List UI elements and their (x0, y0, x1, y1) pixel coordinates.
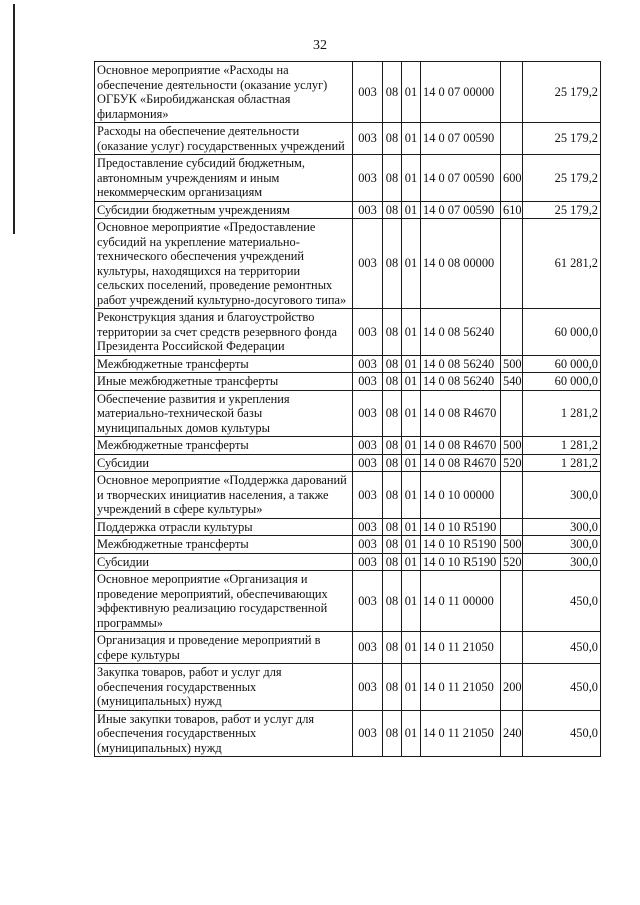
table-row (95, 355, 601, 373)
subsection-code-cell: 01 (402, 664, 421, 711)
section-code-cell: 08 (383, 472, 402, 519)
amount-cell: 450,0 (523, 632, 601, 664)
target-article-cell: 14 0 07 00590 (421, 201, 501, 219)
ministry-code-cell: 003 (353, 201, 383, 219)
table-row (95, 123, 601, 155)
expense-type-cell: 540 (501, 373, 523, 391)
target-article-cell: 14 0 07 00590 (421, 123, 501, 155)
section-code-cell: 08 (383, 632, 402, 664)
target-article-cell: 14 0 10 R5190 (421, 518, 501, 536)
section-code-cell: 08 (383, 355, 402, 373)
table-row (95, 454, 601, 472)
section-code-cell: 08 (383, 437, 402, 455)
subsection-code-cell: 01 (402, 454, 421, 472)
row-name-cell: Основное мероприятие «Предоставление субсидий на укрепление материально-технического обеспечения учреждений культуры, находящихся на территории сельских поселений, проведение ремонтных работ учреждений культурно-досугового типа» (95, 219, 353, 309)
ministry-code-cell: 003 (353, 355, 383, 373)
ministry-code-cell: 003 (353, 309, 383, 356)
section-code-cell: 08 (383, 454, 402, 472)
row-name-cell: Основное мероприятие «Поддержка дарований и творческих инициатив населения, а также учреждений в сфере культуры» (95, 472, 353, 519)
ministry-code-cell: 003 (353, 518, 383, 536)
table-row (95, 553, 601, 571)
table-row (95, 571, 601, 632)
row-name-cell: Иные закупки товаров, работ и услуг для обеспечения государственных (муниципальных) нужд (95, 710, 353, 757)
amount-cell: 450,0 (523, 664, 601, 711)
section-code-cell: 08 (383, 309, 402, 356)
subsection-code-cell: 01 (402, 62, 421, 123)
target-article-cell: 14 0 08 56240 (421, 355, 501, 373)
expense-type-cell (501, 472, 523, 519)
expense-type-cell (501, 123, 523, 155)
section-code-cell: 08 (383, 62, 402, 123)
subsection-code-cell: 01 (402, 710, 421, 757)
expense-type-cell (501, 632, 523, 664)
section-code-cell: 08 (383, 201, 402, 219)
expense-type-cell: 200 (501, 664, 523, 711)
target-article-cell: 14 0 10 R5190 (421, 536, 501, 554)
amount-cell: 60 000,0 (523, 355, 601, 373)
expense-type-cell (501, 219, 523, 309)
subsection-code-cell: 01 (402, 536, 421, 554)
amount-cell: 60 000,0 (523, 373, 601, 391)
row-name-cell: Обеспечение развития и укрепления материально-технической базы муниципальных домов культуры (95, 390, 353, 437)
expense-type-cell (501, 309, 523, 356)
amount-cell: 60 000,0 (523, 309, 601, 356)
expense-type-cell (501, 571, 523, 632)
table-row (95, 472, 601, 519)
subsection-code-cell: 01 (402, 571, 421, 632)
subsection-code-cell: 01 (402, 472, 421, 519)
amount-cell: 25 179,2 (523, 123, 601, 155)
table-row (95, 155, 601, 202)
section-code-cell: 08 (383, 373, 402, 391)
table-row (95, 437, 601, 455)
row-name-cell: Субсидии бюджетным учреждениям (95, 201, 353, 219)
target-article-cell: 14 0 08 R4670 (421, 454, 501, 472)
amount-cell: 300,0 (523, 553, 601, 571)
section-code-cell: 08 (383, 553, 402, 571)
section-code-cell: 08 (383, 518, 402, 536)
subsection-code-cell: 01 (402, 518, 421, 536)
section-code-cell: 08 (383, 536, 402, 554)
target-article-cell: 14 0 10 R5190 (421, 553, 501, 571)
expense-type-cell: 520 (501, 553, 523, 571)
amount-cell: 25 179,2 (523, 201, 601, 219)
section-code-cell: 08 (383, 155, 402, 202)
ministry-code-cell: 003 (353, 664, 383, 711)
target-article-cell: 14 0 08 56240 (421, 373, 501, 391)
section-code-cell: 08 (383, 219, 402, 309)
row-name-cell: Субсидии (95, 454, 353, 472)
budget-table (94, 61, 601, 757)
section-code-cell: 08 (383, 571, 402, 632)
table-row (95, 518, 601, 536)
amount-cell: 300,0 (523, 518, 601, 536)
target-article-cell: 14 0 11 21050 (421, 632, 501, 664)
row-name-cell: Основное мероприятие «Организация и проведение мероприятий, обеспечивающих эффективную реализацию государственной программы» (95, 571, 353, 632)
expense-type-cell (501, 390, 523, 437)
subsection-code-cell: 01 (402, 437, 421, 455)
subsection-code-cell: 01 (402, 390, 421, 437)
subsection-code-cell: 01 (402, 219, 421, 309)
row-name-cell: Поддержка отрасли культуры (95, 518, 353, 536)
row-name-cell: Иные межбюджетные трансферты (95, 373, 353, 391)
target-article-cell: 14 0 08 R4670 (421, 437, 501, 455)
table-row (95, 309, 601, 356)
expense-type-cell: 500 (501, 355, 523, 373)
target-article-cell: 14 0 11 21050 (421, 664, 501, 711)
target-article-cell: 14 0 08 R4670 (421, 390, 501, 437)
expense-type-cell: 520 (501, 454, 523, 472)
ministry-code-cell: 003 (353, 155, 383, 202)
row-name-cell: Межбюджетные трансферты (95, 536, 353, 554)
expense-type-cell: 500 (501, 536, 523, 554)
expense-type-cell: 240 (501, 710, 523, 757)
expense-type-cell (501, 62, 523, 123)
target-article-cell: 14 0 11 00000 (421, 571, 501, 632)
subsection-code-cell: 01 (402, 355, 421, 373)
row-name-cell: Расходы на обеспечение деятельности (оказание услуг) государственных учреждений (95, 123, 353, 155)
target-article-cell: 14 0 08 56240 (421, 309, 501, 356)
amount-cell: 1 281,2 (523, 437, 601, 455)
subsection-code-cell: 01 (402, 373, 421, 391)
ministry-code-cell: 003 (353, 123, 383, 155)
budget-table-body (95, 62, 601, 757)
table-row (95, 201, 601, 219)
table-row (95, 632, 601, 664)
subsection-code-cell: 01 (402, 155, 421, 202)
amount-cell: 450,0 (523, 710, 601, 757)
expense-type-cell (501, 518, 523, 536)
expense-type-cell: 600 (501, 155, 523, 202)
amount-cell: 61 281,2 (523, 219, 601, 309)
row-name-cell: Субсидии (95, 553, 353, 571)
subsection-code-cell: 01 (402, 309, 421, 356)
ministry-code-cell: 003 (353, 536, 383, 554)
section-code-cell: 08 (383, 664, 402, 711)
section-code-cell: 08 (383, 390, 402, 437)
amount-cell: 300,0 (523, 472, 601, 519)
row-name-cell: Закупка товаров, работ и услуг для обеспечения государственных (муниципальных) нужд (95, 664, 353, 711)
ministry-code-cell: 003 (353, 62, 383, 123)
row-name-cell: Предоставление субсидий бюджетным, автономным учреждениям и иным некоммерческим организациям (95, 155, 353, 202)
expense-type-cell: 500 (501, 437, 523, 455)
ministry-code-cell: 003 (353, 437, 383, 455)
amount-cell: 25 179,2 (523, 155, 601, 202)
table-row (95, 62, 601, 123)
row-name-cell: Межбюджетные трансферты (95, 437, 353, 455)
row-name-cell: Основное мероприятие «Расходы на обеспечение деятельности (оказание услуг) ОГБУК «Биробиджанская областная филармония» (95, 62, 353, 123)
amount-cell: 1 281,2 (523, 390, 601, 437)
expense-type-cell: 610 (501, 201, 523, 219)
amount-cell: 450,0 (523, 571, 601, 632)
ministry-code-cell: 003 (353, 553, 383, 571)
table-row (95, 664, 601, 711)
target-article-cell: 14 0 10 00000 (421, 472, 501, 519)
table-row (95, 390, 601, 437)
row-name-cell: Реконструкция здания и благоустройство территории за счет средств резервного фонда Президента Российской Федерации (95, 309, 353, 356)
ministry-code-cell: 003 (353, 373, 383, 391)
amount-cell: 1 281,2 (523, 454, 601, 472)
target-article-cell: 14 0 11 21050 (421, 710, 501, 757)
section-code-cell: 08 (383, 710, 402, 757)
subsection-code-cell: 01 (402, 201, 421, 219)
ministry-code-cell: 003 (353, 390, 383, 437)
target-article-cell: 14 0 07 00590 (421, 155, 501, 202)
table-row (95, 536, 601, 554)
ministry-code-cell: 003 (353, 710, 383, 757)
ministry-code-cell: 003 (353, 571, 383, 632)
ministry-code-cell: 003 (353, 454, 383, 472)
amount-cell: 300,0 (523, 536, 601, 554)
ministry-code-cell: 003 (353, 219, 383, 309)
page-number: 32 (313, 38, 327, 53)
target-article-cell: 14 0 08 00000 (421, 219, 501, 309)
subsection-code-cell: 01 (402, 632, 421, 664)
subsection-code-cell: 01 (402, 553, 421, 571)
row-name-cell: Организация и проведение мероприятий в сфере культуры (95, 632, 353, 664)
target-article-cell: 14 0 07 00000 (421, 62, 501, 123)
subsection-code-cell: 01 (402, 123, 421, 155)
section-code-cell: 08 (383, 123, 402, 155)
table-row (95, 373, 601, 391)
row-name-cell: Межбюджетные трансферты (95, 355, 353, 373)
table-row (95, 710, 601, 757)
ministry-code-cell: 003 (353, 472, 383, 519)
table-row (95, 219, 601, 309)
ministry-code-cell: 003 (353, 632, 383, 664)
amount-cell: 25 179,2 (523, 62, 601, 123)
